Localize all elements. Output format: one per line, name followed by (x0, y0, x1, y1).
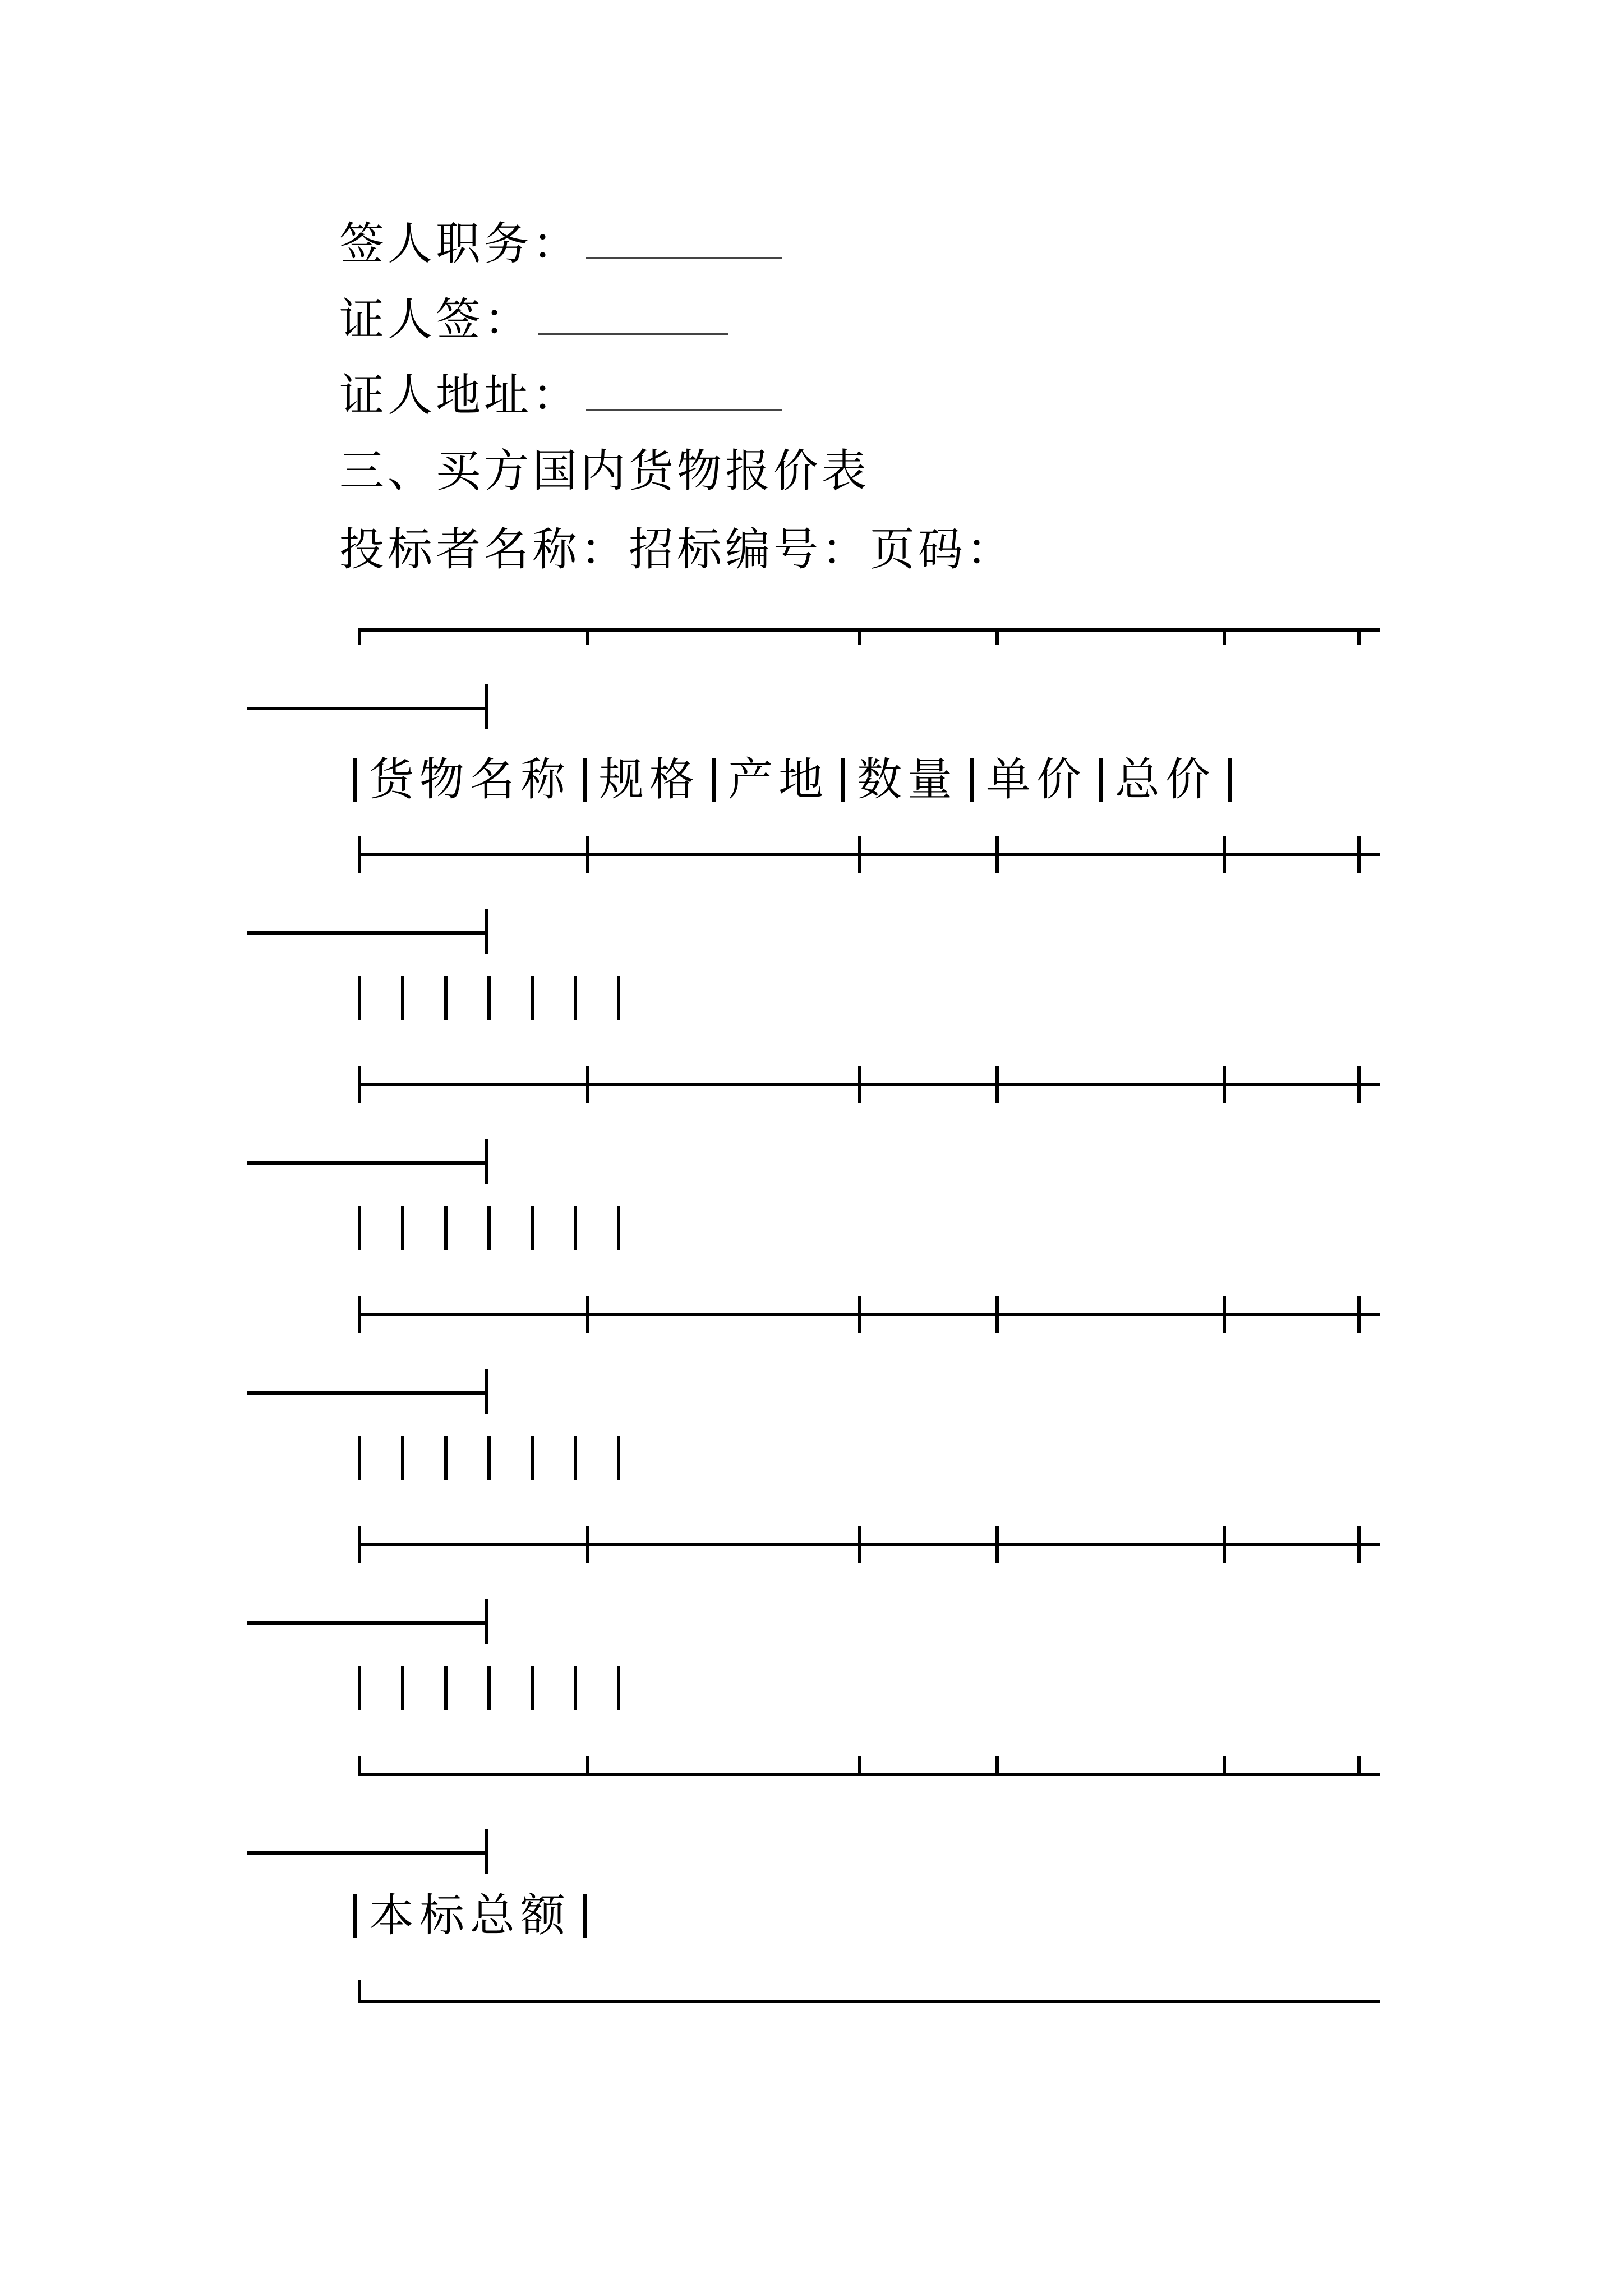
table-rule-tick (1223, 1526, 1226, 1563)
empty-row-bar (531, 1436, 534, 1480)
empty-row-bar (444, 1206, 448, 1250)
table-rule-tick (995, 836, 999, 873)
empty-row-bar (358, 1206, 361, 1250)
table-rule-tail (247, 1161, 488, 1165)
empty-row-bar (487, 976, 491, 1020)
empty-row-bar (574, 976, 577, 1020)
table-rule-tick (1223, 628, 1226, 645)
table-rule-tick (1357, 1066, 1361, 1103)
empty-row-bar (358, 1666, 361, 1710)
empty-row-bar (531, 1206, 534, 1250)
empty-row-bar (401, 1436, 404, 1480)
witness-address-label: 证人地址： (339, 369, 580, 421)
table-rule-tail-end (485, 1369, 488, 1414)
table-rule-tick (358, 836, 361, 873)
table-rule-tick (1223, 836, 1226, 873)
table-rule-tick (858, 1066, 861, 1103)
table-header-row (353, 752, 1244, 808)
empty-row-bar (617, 976, 620, 1020)
empty-row-bar (358, 976, 361, 1020)
table-rule-tail (247, 931, 488, 935)
signer-title-blank[interactable] (586, 224, 782, 259)
table-rule-tick (586, 1066, 589, 1103)
empty-row-bar (401, 976, 404, 1020)
signer-title-line (339, 216, 782, 272)
header-goods-name: 货物名称 (369, 753, 571, 806)
table-rule-line (358, 1313, 1380, 1316)
header-total-price: 总价 (1115, 753, 1216, 806)
empty-row-bar (531, 1666, 534, 1710)
signer-title-label: 签人职务： (339, 218, 580, 270)
witness-address-blank[interactable] (586, 375, 782, 411)
table-rule-tick (858, 628, 861, 645)
table-total-row (353, 1888, 599, 1944)
witness-sign-line (339, 292, 728, 348)
table-rule-line (358, 1773, 1380, 1776)
empty-row-bar (444, 976, 448, 1020)
header-quantity: 数量 (857, 753, 958, 806)
table-rule-tick (858, 836, 861, 873)
table-rule-tick (358, 1756, 361, 1776)
witness-sign-blank[interactable] (538, 300, 728, 335)
section-title: 三、买方国内货物报价表 (339, 445, 870, 497)
cell-border (353, 758, 357, 802)
empty-row-bar (617, 1666, 620, 1710)
empty-row-bar (401, 1666, 404, 1710)
table-rule-tick (858, 1756, 861, 1776)
table-rule-tail-end (485, 684, 488, 729)
table-rule-tick (358, 1296, 361, 1333)
empty-row-bar (487, 1666, 491, 1710)
table-rule-tick (1357, 628, 1361, 645)
table-rule-tail-end (485, 1829, 488, 1874)
table-rule-tick (858, 1296, 861, 1333)
table-rule-tick (586, 628, 589, 645)
table-rule-tick (1357, 1296, 1361, 1333)
table-rule-tick (1223, 1756, 1226, 1776)
cell-border (1099, 758, 1103, 802)
table-rule-tick (358, 628, 361, 645)
empty-row-bar (487, 1206, 491, 1250)
table-rule-line (358, 628, 1380, 632)
total-label: 本标总额 (369, 1889, 571, 1941)
table-rule-tick (1357, 1756, 1361, 1776)
cell-border (970, 758, 974, 802)
table-rule-tail (247, 1391, 488, 1395)
table-rule-line (358, 1083, 1380, 1086)
empty-row-bar (617, 1436, 620, 1480)
cell-border (353, 1894, 357, 1938)
table-rule-tail-end (485, 909, 488, 954)
table-rule-tick (358, 1066, 361, 1103)
table-rule-line (358, 853, 1380, 856)
cell-border (1228, 758, 1232, 802)
empty-row-bar (444, 1666, 448, 1710)
table-rule-tick (995, 1756, 999, 1776)
table-rule-tail-end (485, 1599, 488, 1644)
table-rule-tick (995, 1066, 999, 1103)
table-rule-tail-end (485, 1139, 488, 1184)
empty-row-bar (531, 976, 534, 1020)
table-rule-tick (586, 1526, 589, 1563)
cell-border (841, 758, 845, 802)
empty-row-bar (401, 1206, 404, 1250)
empty-row-bar (358, 1436, 361, 1480)
table-rule-tail (247, 1851, 488, 1855)
witness-sign-label: 证人签： (339, 293, 532, 346)
table-rule-tick (1357, 1526, 1361, 1563)
table-rule-tick (1357, 836, 1361, 873)
table-rule-line (358, 1543, 1380, 1546)
table-rule-tick (858, 1526, 861, 1563)
table-rule-tick (1223, 1296, 1226, 1333)
header-spec: 规格 (599, 753, 700, 806)
header-unit-price: 单价 (986, 753, 1087, 806)
table-rule-tick (358, 1526, 361, 1563)
empty-row-bar (444, 1436, 448, 1480)
empty-row-bar (574, 1206, 577, 1250)
cell-border (712, 758, 716, 802)
table-rule-tail (247, 1621, 488, 1625)
table-rule-tick (586, 1296, 589, 1333)
table-rule-tick (995, 1526, 999, 1563)
header-origin: 产地 (728, 753, 829, 806)
table-bottom-corner (358, 1980, 361, 2003)
empty-row-bar (617, 1206, 620, 1250)
cell-border (583, 758, 587, 802)
witness-address-line (339, 367, 782, 424)
table-rule-tick (586, 1756, 589, 1776)
table-rule-tail (247, 707, 488, 710)
empty-row-bar (487, 1436, 491, 1480)
bidder-info-line: 投标者名称：招标编号：页码： (339, 523, 1015, 576)
empty-row-bar (574, 1436, 577, 1480)
table-rule-tick (1223, 1066, 1226, 1103)
empty-row-bar (574, 1666, 577, 1710)
cell-border (583, 1894, 587, 1938)
table-rule-tick (586, 836, 589, 873)
table-bottom-line (358, 2000, 1380, 2003)
table-rule-tick (995, 628, 999, 645)
table-rule-tick (995, 1296, 999, 1333)
